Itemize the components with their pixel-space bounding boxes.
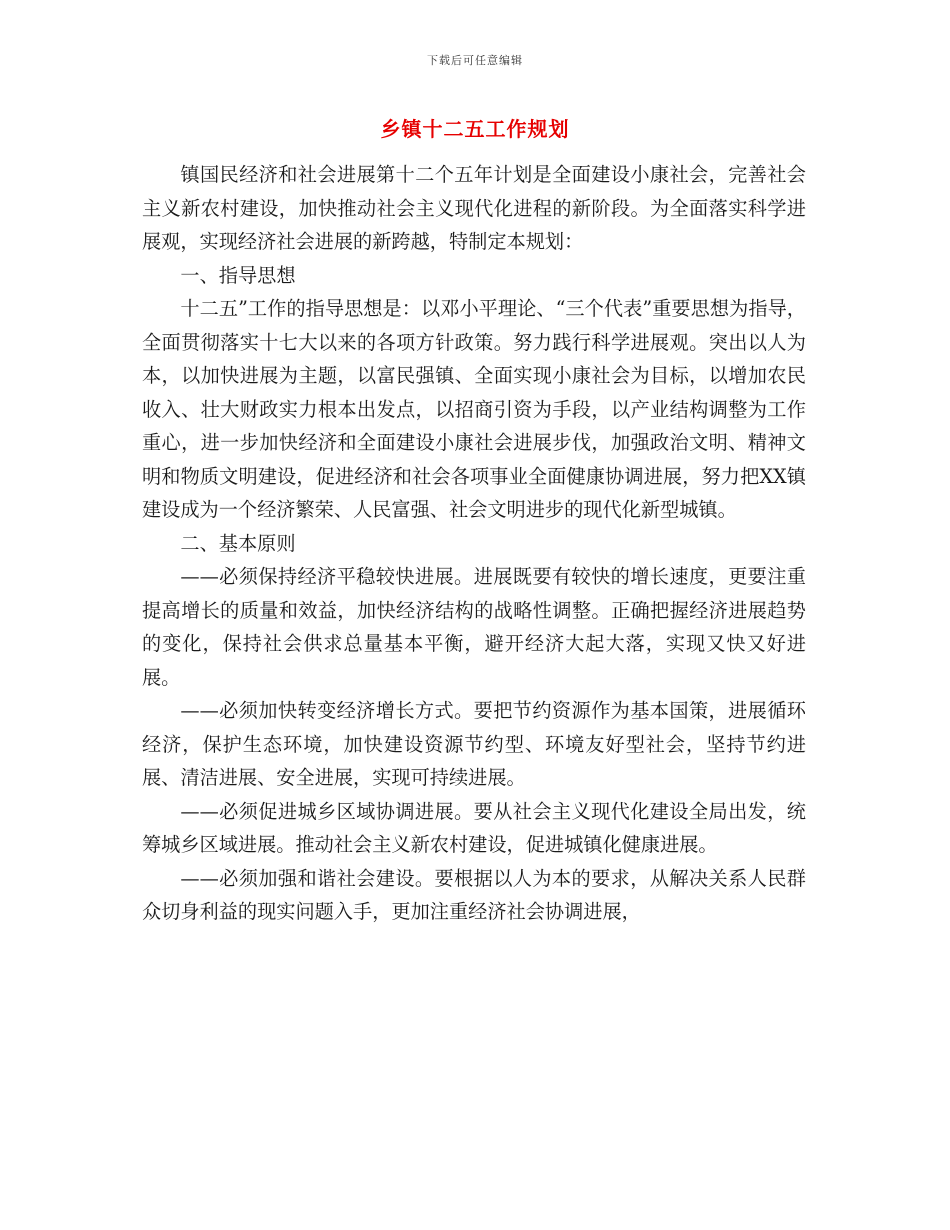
paragraph-principle-harmony: ——必须加强和谐社会建设。要根据以人为本的要求，从解决关系人民群众切身利益的现实问题入手，更加注重经济社会协调进展， bbox=[142, 866, 806, 923]
header-note: 下载后可任意编辑 bbox=[427, 54, 523, 67]
paragraph-intro: 镇国民经济和社会进展第十二个五年计划是全面建设小康社会，完善社会主义新农村建设，加快推动社会主义现代化进程的新阶段。为全面落实科学进展观，实现经济社会进展的新跨越，特制定本规划： bbox=[142, 163, 806, 253]
paragraph-guiding-thought: 十二五”工作的指导思想是：以邓小平理论、“三个代表”重要思想为指导，全面贯彻落实十七大以来的各项方针政策。努力践行科学进展观。突出以人为本，以加快进展为主题，以富民强镇、全面实现小康社会为目标，以增加农民收入、壮大财政实力根本出发点，以招商引资为手段，以产业结构调整为工作重心，进一步加快经济和全面建设小康社会进展步伐，加强政治文明、精神文明和物质文明建设，促进经济和社会各项事业全面健康协调进展，努力把XX镇建设成为一个经济繁荣、人民富强、社会文明进步的现代化新型城镇。 bbox=[142, 297, 806, 521]
paragraph-principle-transformation: ——必须加快转变经济增长方式。要把节约资源作为基本国策，进展循环经济，保护生态环境，加快建设资源节约型、环境友好型社会，坚持节约进展、清洁进展、安全进展，实现可持续进展。 bbox=[142, 699, 806, 789]
paragraph-principle-growth: ——必须保持经济平稳较快进展。进展既要有较快的增长速度，更要注重提高增长的质量和效益，加快经济结构的战略性调整。正确把握经济进展趋势的变化，保持社会供求总量基本平衡，避开经济大起大落，实现又快又好进展。 bbox=[142, 565, 806, 689]
section-heading-guiding-thought: 一、指导思想 bbox=[180, 263, 296, 287]
document-body bbox=[142, 158, 806, 929]
paragraph-principle-coordination: ——必须促进城乡区域协调进展。要从社会主义现代化建设全局出发，统筹城乡区域进展。推动社会主义新农村建设，促进城镇化健康进展。 bbox=[142, 799, 806, 856]
section-heading-basic-principles: 二、基本原则 bbox=[180, 531, 296, 555]
document-title: 乡镇十二五工作规划 bbox=[380, 117, 570, 141]
